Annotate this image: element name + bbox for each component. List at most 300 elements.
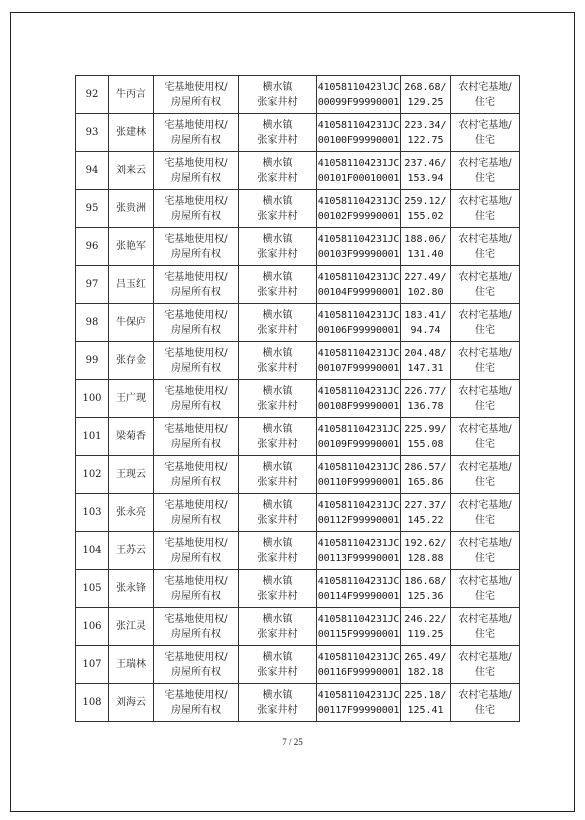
cell-land-use-line: 农村宅基地/ [458,309,512,321]
cell-unit-code [317,532,401,570]
cell-land-use-line: 农村宅基地/ [458,119,512,131]
cell-land-use-line: 住宅 [475,134,495,146]
cell-land-use-line: 住宅 [475,210,495,222]
cell-location-line: 张家井村 [257,172,298,184]
cell-area-line: 155.08 [407,438,444,450]
cell-unit-code [317,646,401,684]
cell-area-line: 94.74 [410,324,441,336]
cell-right-type-line: 宅基地使用权/ [164,309,228,321]
cell-location-line: 横水镇 [262,119,293,131]
cell-area-line: 227.49/ [404,271,447,283]
cell-location-line: 横水镇 [262,347,293,359]
cell-unit-code-line: 410581104231JC [317,119,400,131]
cell-right-type [154,266,239,304]
table-body [76,76,520,722]
cell-area-line: 119.25 [407,628,444,640]
cell-land-use-line: 住宅 [475,438,495,450]
cell-unit-code-line: 00101F00010001 [317,172,400,184]
property-rights-table [75,75,520,722]
cell-owner-name: 梁菊香 [109,418,154,456]
cell-right-type [154,570,239,608]
cell-right-type-line: 宅基地使用权/ [164,651,228,663]
cell-owner-name: 王现云 [109,456,154,494]
cell-right-type-line: 房屋所有权 [171,248,221,260]
cell-right-type-line: 房屋所有权 [171,704,221,716]
cell-unit-code-line: 00109F99990001 [317,438,400,450]
cell-unit-code-line: 410581104231JC [317,385,400,397]
cell-unit-code-line: 00107F99990001 [317,362,400,374]
cell-right-type-line: 房屋所有权 [171,476,221,488]
cell-land-use-line: 住宅 [475,628,495,640]
cell-right-type-line: 宅基地使用权/ [164,423,228,435]
cell-land-use-line: 住宅 [475,476,495,488]
cell-area-line: 286.57/ [404,461,447,473]
cell-right-type-line: 宅基地使用权/ [164,119,228,131]
cell-land-use-line: 农村宅基地/ [458,271,512,283]
table-row [76,532,520,570]
cell-area-line: 186.68/ [404,575,447,587]
cell-right-type-line: 房屋所有权 [171,362,221,374]
cell-unit-code [317,266,401,304]
cell-unit-code-line: 410581104231JC [317,689,400,701]
cell-location-line: 张家井村 [257,96,298,108]
cell-land-use-line: 住宅 [475,286,495,298]
cell-location-line: 横水镇 [262,499,293,511]
cell-unit-code-line: 410581104231JC [317,347,400,359]
table-row [76,342,520,380]
table-row [76,418,520,456]
cell-location-line: 张家井村 [257,400,298,412]
table-row [76,684,520,722]
cell-land-use [451,76,520,114]
cell-right-type-line: 宅基地使用权/ [164,385,228,397]
cell-area-line: 128.88 [407,552,444,564]
cell-unit-code-line: 41058110423lJC [317,81,400,93]
cell-area-line: 188.06/ [404,233,447,245]
cell-location-line: 张家井村 [257,514,298,526]
cell-location-line: 横水镇 [262,613,293,625]
cell-location [239,684,317,722]
cell-right-type [154,646,239,684]
table-row [76,646,520,684]
cell-area-line: 225.18/ [404,689,447,701]
cell-right-type-line: 房屋所有权 [171,210,221,222]
cell-location-line: 横水镇 [262,309,293,321]
cell-location [239,228,317,266]
cell-location-line: 张家井村 [257,552,298,564]
cell-number: 106 [76,608,109,646]
cell-right-type-line: 房屋所有权 [171,666,221,678]
cell-land-use [451,646,520,684]
cell-owner-name: 张贵洲 [109,190,154,228]
cell-unit-code-line: 410581104231JC [317,195,400,207]
cell-right-type [154,418,239,456]
cell-unit-code-line: 00116F99990001 [317,666,400,678]
cell-area-line: 129.25 [407,96,444,108]
cell-unit-code [317,684,401,722]
cell-area-line: 145.22 [407,514,444,526]
cell-location-line: 张家井村 [257,704,298,716]
cell-number: 99 [76,342,109,380]
cell-location [239,342,317,380]
cell-unit-code [317,342,401,380]
cell-location [239,152,317,190]
cell-location-line: 横水镇 [262,157,293,169]
table-row [76,304,520,342]
cell-number: 96 [76,228,109,266]
cell-location [239,380,317,418]
cell-unit-code [317,152,401,190]
cell-land-use [451,494,520,532]
cell-right-type [154,494,239,532]
cell-land-use-line: 住宅 [475,514,495,526]
cell-area-line: 136.78 [407,400,444,412]
cell-location-line: 张家井村 [257,324,298,336]
cell-location [239,266,317,304]
cell-number: 101 [76,418,109,456]
cell-location [239,532,317,570]
cell-number: 104 [76,532,109,570]
cell-area-line: 259.12/ [404,195,447,207]
cell-right-type-line: 宅基地使用权/ [164,613,228,625]
cell-right-type-line: 宅基地使用权/ [164,461,228,473]
cell-owner-name: 刘来云 [109,152,154,190]
table-row [76,152,520,190]
cell-unit-code [317,114,401,152]
cell-number: 100 [76,380,109,418]
cell-unit-code [317,456,401,494]
cell-area-line: 265.49/ [404,651,447,663]
cell-area [401,456,451,494]
cell-right-type [154,228,239,266]
cell-location-line: 横水镇 [262,537,293,549]
cell-land-use [451,114,520,152]
cell-area-line: 147.31 [407,362,444,374]
cell-right-type-line: 房屋所有权 [171,172,221,184]
cell-unit-code [317,570,401,608]
cell-land-use-line: 农村宅基地/ [458,81,512,93]
cell-right-type-line: 房屋所有权 [171,438,221,450]
table-row [76,114,520,152]
cell-location-line: 张家井村 [257,628,298,640]
cell-unit-code-line: 00117F99990001 [317,704,400,716]
cell-area [401,76,451,114]
cell-owner-name: 张江灵 [109,608,154,646]
cell-area-line: 122.75 [407,134,444,146]
cell-area-line: 131.40 [407,248,444,260]
table-row [76,570,520,608]
cell-number: 92 [76,76,109,114]
cell-right-type-line: 宅基地使用权/ [164,689,228,701]
cell-area-line: 246.22/ [404,613,447,625]
cell-area-line: 237.46/ [404,157,447,169]
cell-owner-name: 张艳军 [109,228,154,266]
cell-location [239,494,317,532]
cell-right-type [154,380,239,418]
cell-unit-code-line: 410581104231JC [317,309,400,321]
cell-right-type [154,114,239,152]
cell-area-line: 192.62/ [404,537,447,549]
cell-unit-code-line: 00113F99990001 [317,552,400,564]
cell-land-use-line: 农村宅基地/ [458,575,512,587]
cell-land-use-line: 农村宅基地/ [458,423,512,435]
cell-unit-code-line: 410581104231JC [317,461,400,473]
cell-area [401,684,451,722]
cell-land-use-line: 农村宅基地/ [458,385,512,397]
cell-unit-code-line: 00103F99990001 [317,248,400,260]
cell-right-type-line: 宅基地使用权/ [164,81,228,93]
cell-unit-code-line: 00099F99990001 [317,96,400,108]
cell-area-line: 204.48/ [404,347,447,359]
cell-number: 94 [76,152,109,190]
cell-land-use [451,418,520,456]
cell-unit-code-line: 00114F99990001 [317,590,400,602]
cell-area [401,342,451,380]
cell-right-type-line: 房屋所有权 [171,286,221,298]
cell-area [401,532,451,570]
cell-owner-name: 张永亮 [109,494,154,532]
cell-location-line: 张家井村 [257,286,298,298]
cell-number: 102 [76,456,109,494]
cell-land-use-line: 农村宅基地/ [458,461,512,473]
cell-land-use [451,152,520,190]
cell-right-type [154,152,239,190]
cell-land-use-line: 住宅 [475,248,495,260]
cell-area [401,152,451,190]
cell-unit-code-line: 00102F99990001 [317,210,400,222]
cell-right-type-line: 宅基地使用权/ [164,347,228,359]
cell-owner-name: 王苏云 [109,532,154,570]
cell-land-use-line: 住宅 [475,362,495,374]
cell-location-line: 张家井村 [257,438,298,450]
cell-unit-code-line: 00108F99990001 [317,400,400,412]
cell-area [401,570,451,608]
page-number: 7 / 25 [282,737,303,747]
cell-area-line: 225.99/ [404,423,447,435]
cell-owner-name: 张建林 [109,114,154,152]
cell-land-use [451,266,520,304]
cell-location-line: 张家井村 [257,134,298,146]
cell-number: 93 [76,114,109,152]
cell-land-use-line: 农村宅基地/ [458,157,512,169]
cell-location-line: 横水镇 [262,461,293,473]
table-row [76,76,520,114]
cell-right-type-line: 宅基地使用权/ [164,195,228,207]
cell-unit-code [317,190,401,228]
cell-unit-code-line: 00104F99990001 [317,286,400,298]
cell-area [401,646,451,684]
cell-unit-code-line: 00112F99990001 [317,514,400,526]
cell-location-line: 横水镇 [262,689,293,701]
cell-land-use [451,532,520,570]
cell-land-use-line: 农村宅基地/ [458,233,512,245]
cell-land-use [451,228,520,266]
cell-location [239,456,317,494]
cell-location-line: 张家井村 [257,210,298,222]
cell-right-type [154,76,239,114]
table-row [76,456,520,494]
cell-land-use-line: 住宅 [475,96,495,108]
cell-location-line: 张家井村 [257,476,298,488]
cell-location-line: 横水镇 [262,271,293,283]
cell-location-line: 横水镇 [262,575,293,587]
cell-area-line: 183.41/ [404,309,447,321]
cell-land-use [451,304,520,342]
cell-unit-code-line: 410581104231JC [317,271,400,283]
cell-right-type [154,608,239,646]
cell-number: 103 [76,494,109,532]
cell-right-type-line: 房屋所有权 [171,514,221,526]
cell-owner-name: 王广现 [109,380,154,418]
cell-unit-code-line: 00110F99990001 [317,476,400,488]
cell-owner-name: 吕玉红 [109,266,154,304]
table-row [76,228,520,266]
cell-area-line: 182.18 [407,666,444,678]
cell-owner-name: 牛保庐 [109,304,154,342]
cell-unit-code [317,608,401,646]
table-row [76,266,520,304]
cell-area [401,228,451,266]
cell-right-type [154,190,239,228]
cell-land-use-line: 住宅 [475,666,495,678]
cell-number: 108 [76,684,109,722]
cell-land-use-line: 住宅 [475,552,495,564]
cell-number: 97 [76,266,109,304]
cell-right-type-line: 宅基地使用权/ [164,233,228,245]
cell-owner-name: 张存金 [109,342,154,380]
cell-right-type-line: 宅基地使用权/ [164,157,228,169]
cell-unit-code-line: 410581104231JC [317,651,400,663]
cell-right-type-line: 宅基地使用权/ [164,575,228,587]
cell-right-type [154,684,239,722]
cell-area-line: 268.68/ [404,81,447,93]
cell-owner-name: 张永锋 [109,570,154,608]
cell-area-line: 223.34/ [404,119,447,131]
cell-owner-name: 刘海云 [109,684,154,722]
cell-area-line: 125.36 [407,590,444,602]
cell-location [239,190,317,228]
cell-location [239,304,317,342]
cell-location-line: 横水镇 [262,233,293,245]
cell-area-line: 153.94 [407,172,444,184]
cell-area-line: 226.77/ [404,385,447,397]
cell-number: 105 [76,570,109,608]
cell-right-type-line: 房屋所有权 [171,96,221,108]
cell-unit-code-line: 410581104231JC [317,537,400,549]
cell-land-use-line: 住宅 [475,172,495,184]
cell-area [401,304,451,342]
cell-location [239,608,317,646]
cell-right-type [154,342,239,380]
cell-unit-code [317,76,401,114]
cell-land-use [451,570,520,608]
cell-land-use [451,190,520,228]
cell-location-line: 张家井村 [257,666,298,678]
cell-right-type-line: 房屋所有权 [171,590,221,602]
cell-land-use [451,342,520,380]
cell-area [401,494,451,532]
table-row [76,380,520,418]
cell-location-line: 横水镇 [262,195,293,207]
cell-land-use [451,608,520,646]
cell-unit-code-line: 00106F99990001 [317,324,400,336]
cell-land-use [451,456,520,494]
cell-right-type [154,304,239,342]
table-row [76,608,520,646]
cell-unit-code-line: 410581104231JC [317,613,400,625]
cell-number: 98 [76,304,109,342]
cell-land-use [451,380,520,418]
cell-right-type-line: 房屋所有权 [171,400,221,412]
cell-location-line: 张家井村 [257,590,298,602]
cell-location [239,418,317,456]
cell-unit-code-line: 410581104231JC [317,423,400,435]
cell-location-line: 张家井村 [257,362,298,374]
cell-area-line: 102.80 [407,286,444,298]
cell-unit-code [317,494,401,532]
cell-location [239,646,317,684]
cell-area-line: 165.86 [407,476,444,488]
cell-unit-code [317,380,401,418]
cell-unit-code [317,304,401,342]
cell-right-type-line: 房屋所有权 [171,628,221,640]
cell-right-type [154,456,239,494]
cell-land-use-line: 农村宅基地/ [458,347,512,359]
cell-right-type-line: 房屋所有权 [171,324,221,336]
cell-area [401,266,451,304]
cell-owner-name: 王瑞林 [109,646,154,684]
cell-owner-name: 牛丙言 [109,76,154,114]
cell-land-use-line: 住宅 [475,590,495,602]
cell-area [401,114,451,152]
table-row [76,190,520,228]
cell-location-line: 横水镇 [262,81,293,93]
cell-right-type-line: 宅基地使用权/ [164,537,228,549]
cell-location-line: 横水镇 [262,385,293,397]
cell-number: 95 [76,190,109,228]
cell-area-line: 155.02 [407,210,444,222]
cell-area [401,418,451,456]
cell-unit-code-line: 410581104231JC [317,575,400,587]
cell-unit-code-line: 410581104231JC [317,499,400,511]
cell-land-use-line: 农村宅基地/ [458,613,512,625]
cell-unit-code-line: 410581104231JC [317,233,400,245]
cell-location [239,76,317,114]
cell-right-type [154,532,239,570]
cell-land-use-line: 农村宅基地/ [458,537,512,549]
cell-right-type-line: 房屋所有权 [171,552,221,564]
cell-land-use [451,684,520,722]
cell-location [239,114,317,152]
cell-right-type-line: 宅基地使用权/ [164,271,228,283]
cell-area [401,608,451,646]
cell-land-use-line: 农村宅基地/ [458,689,512,701]
cell-area [401,380,451,418]
cell-unit-code [317,228,401,266]
cell-land-use-line: 住宅 [475,324,495,336]
cell-unit-code-line: 00100F99990001 [317,134,400,146]
cell-number: 107 [76,646,109,684]
cell-location-line: 张家井村 [257,248,298,260]
cell-land-use-line: 农村宅基地/ [458,651,512,663]
cell-land-use-line: 住宅 [475,400,495,412]
cell-land-use-line: 农村宅基地/ [458,499,512,511]
cell-land-use-line: 农村宅基地/ [458,195,512,207]
cell-unit-code-line: 00115F99990001 [317,628,400,640]
cell-location [239,570,317,608]
cell-right-type-line: 宅基地使用权/ [164,499,228,511]
cell-area-line: 125.41 [407,704,444,716]
